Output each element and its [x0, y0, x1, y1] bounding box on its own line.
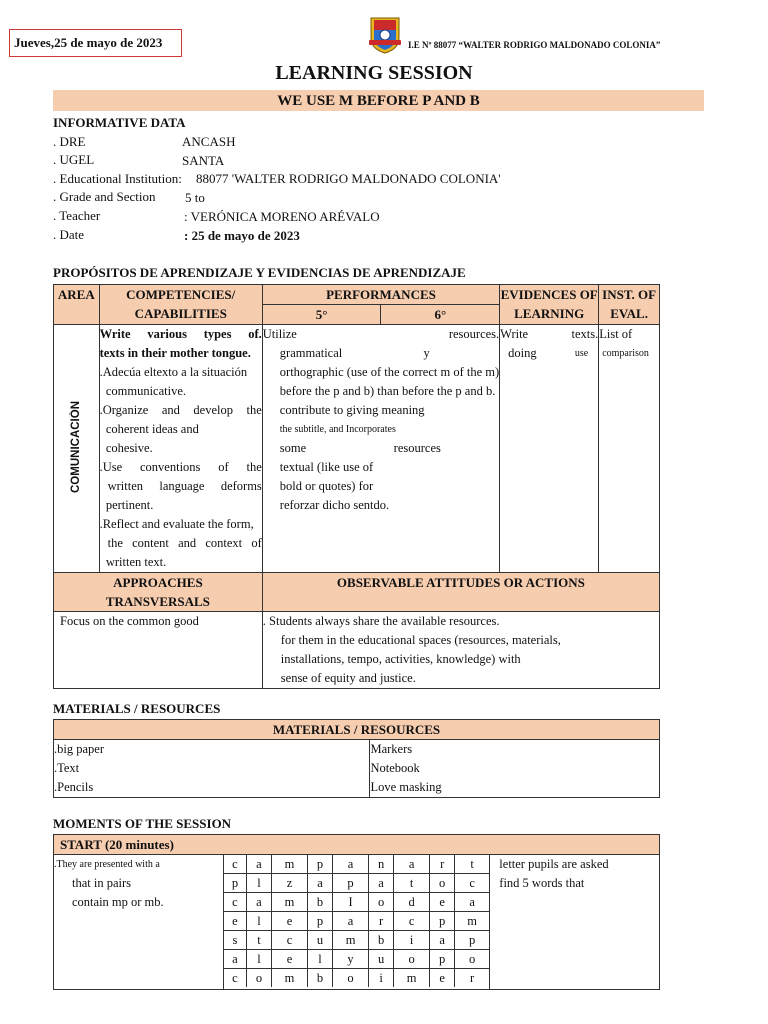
grid-letter: a: [393, 855, 429, 874]
grid-letter: a: [247, 855, 272, 874]
grid-letter: d: [393, 893, 429, 912]
session-subtitle: WE USE M BEFORE P AND B: [53, 90, 704, 111]
col-evidences: EVIDENCES OF LEARNING: [500, 285, 599, 325]
grid-letter: m: [271, 969, 307, 988]
grid-letter: l: [247, 874, 272, 893]
grid-letter: a: [332, 855, 368, 874]
col-instrument: INST. OF EVAL.: [599, 285, 660, 325]
grid-letter: u: [308, 931, 333, 950]
grid-letter: a: [430, 931, 455, 950]
grid-letter: o: [430, 874, 455, 893]
grid-letter: c: [224, 969, 247, 988]
attitudes-header: OBSERVABLE ATTITUDES OR ACTIONS: [262, 573, 659, 612]
grid-letter: m: [271, 893, 307, 912]
grid-letter: m: [454, 912, 489, 931]
grid-letter: t: [454, 855, 489, 874]
grid-letter: c: [224, 893, 247, 912]
info-value-ugel: SANTA: [182, 153, 225, 168]
col-area: AREA: [54, 285, 100, 325]
grid-letter: m: [332, 931, 368, 950]
grid-letter: y: [332, 950, 368, 969]
purposes-heading: PROPÓSITOS DE APRENDIZAJE Y EVIDENCIAS DE APRENDIZAJE: [53, 265, 466, 280]
grid-letter: o: [393, 950, 429, 969]
grid-letter: e: [430, 893, 455, 912]
grid-letter: z: [271, 874, 307, 893]
grid-letter: b: [369, 931, 394, 950]
grid-letter: b: [308, 969, 333, 988]
grid-letter: c: [393, 912, 429, 931]
performances-cell: Utilize resources. grammatical y orthographic (use of the correct m of the m) before the p and b) than before the p and b. contribute to giving meaning the subtitle, and Incorporates some resources textual (like use of bold or quotes) for reforzar dicho sentdo.: [262, 325, 499, 573]
grid-letter: c: [454, 874, 489, 893]
grid-letter: i: [393, 931, 429, 950]
materials-heading: MATERIALS / RESOURCES: [53, 701, 221, 716]
grid-letter: p: [430, 912, 455, 931]
col-grade-6: 6°: [381, 305, 500, 325]
grid-letter: r: [454, 969, 489, 988]
info-value-institution: 88077 'WALTER RODRIGO MALDONADO COLONIA': [196, 171, 501, 186]
school-name: I.E Nº 88077 “WALTER RODRIGO MALDONADO COLONIA”: [408, 40, 661, 50]
grid-letter: r: [369, 912, 394, 931]
area-cell: [54, 325, 100, 573]
info-value-dre: ANCASH: [182, 134, 236, 149]
evidences-cell: Write texts. doing use: [500, 325, 599, 573]
grid-letter: i: [369, 969, 394, 988]
grid-row: [224, 950, 490, 969]
grid-letter: a: [247, 893, 272, 912]
grid-row: [224, 931, 490, 950]
grid-letter: m: [271, 855, 307, 874]
grid-letter: c: [271, 931, 307, 950]
grid-letter: l: [308, 950, 333, 969]
grid-letter: p: [430, 950, 455, 969]
grid-row: [224, 893, 490, 912]
school-crest-icon: [368, 16, 402, 54]
area-label: COMUNICACIÓN: [70, 400, 83, 493]
grid-letter: u: [369, 950, 394, 969]
grid-row: [224, 969, 490, 988]
info-row-teacher: . Teacher: [53, 208, 101, 223]
grid-letter: p: [308, 912, 333, 931]
grid-row: [224, 912, 490, 931]
grid-letter: o: [369, 893, 394, 912]
grid-letter: e: [224, 912, 247, 931]
grid-letter: r: [430, 855, 455, 874]
grid-letter: a: [369, 874, 394, 893]
grid-letter: o: [247, 969, 272, 988]
start-header: START (20 minutes): [54, 835, 660, 855]
materials-table: [53, 719, 660, 798]
instrument-cell: List of comparison: [599, 325, 660, 573]
competencies-cell: Write various types of. texts in their mother tongue. .Adecúa eltexto a la situación communicative. .Organize and develop the coherent ideas and cohesive. .Use conventions of the written language deforms pertinent. .Reflect and evaluate the form, the content and context of written text.: [99, 325, 262, 573]
info-value-teacher: : VERÓNICA MORENO ARÉVALO: [184, 209, 380, 224]
grid-row: [224, 855, 490, 874]
grid-letter: a: [224, 950, 247, 969]
grid-letter: p: [332, 874, 368, 893]
col-competencies: COMPETENCIES/ CAPABILITIES: [99, 285, 262, 325]
materials-left-cell: .big paper .Text .Pencils: [54, 740, 370, 798]
purposes-table: [53, 284, 660, 689]
info-row-grade: . Grade and Section: [53, 189, 156, 204]
grid-letter: p: [454, 931, 489, 950]
approach-value-cell: Focus on the common good: [54, 612, 263, 689]
grid-letter: o: [332, 969, 368, 988]
grid-letter: n: [369, 855, 394, 874]
attitudes-value-cell: . Students always share the available resources. for them in the educational spaces (resources, materials, installations, tempo, activities, knowledge) with sense of equity and justice.: [262, 612, 659, 689]
grid-letter: p: [308, 855, 333, 874]
start-right-cell: letter pupils are asked find 5 words that: [490, 855, 660, 990]
word-search-cell: [223, 855, 490, 990]
grid-letter: a: [332, 912, 368, 931]
grid-letter: a: [308, 874, 333, 893]
info-value-grade: 5 to: [185, 190, 205, 205]
info-row-dre: . DRE: [53, 134, 86, 149]
grid-letter: l: [247, 912, 272, 931]
grid-letter: e: [430, 969, 455, 988]
grid-letter: p: [224, 874, 247, 893]
materials-table-header: MATERIALS / RESOURCES: [54, 720, 660, 740]
page-title: LEARNING SESSION: [275, 62, 473, 84]
col-grade-5: 5°: [262, 305, 381, 325]
grid-letter: I: [332, 893, 368, 912]
grid-letter: t: [247, 931, 272, 950]
grid-letter: b: [308, 893, 333, 912]
grid-letter: o: [454, 950, 489, 969]
info-row-ugel: . UGEL: [53, 152, 95, 167]
word-search-grid: [224, 855, 490, 987]
info-row-date: . Date: [53, 227, 85, 242]
grid-letter: c: [224, 855, 247, 874]
moments-heading: MOMENTS OF THE SESSION: [53, 816, 232, 831]
materials-right-cell: Markers Notebook Love masking: [370, 740, 660, 798]
info-row-institution: . Educational Institution:: [53, 171, 182, 186]
grid-letter: a: [454, 893, 489, 912]
grid-letter: t: [393, 874, 429, 893]
info-value-date: : 25 de mayo de 2023: [184, 228, 300, 243]
start-left-cell: .They are presented with a that in pairs contain mp or mb.: [54, 855, 224, 990]
col-performances: PERFORMANCES: [262, 285, 499, 305]
grid-letter: e: [271, 912, 307, 931]
approaches-header: APPROACHES TRANSVERSALS: [54, 573, 263, 612]
grid-letter: m: [393, 969, 429, 988]
grid-letter: e: [271, 950, 307, 969]
grid-letter: l: [247, 950, 272, 969]
date-box: Jueves,25 de mayo de 2023: [9, 29, 182, 57]
grid-row: [224, 874, 490, 893]
informative-heading: INFORMATIVE DATA: [53, 115, 186, 130]
moments-table: [53, 834, 660, 990]
grid-letter: s: [224, 931, 247, 950]
